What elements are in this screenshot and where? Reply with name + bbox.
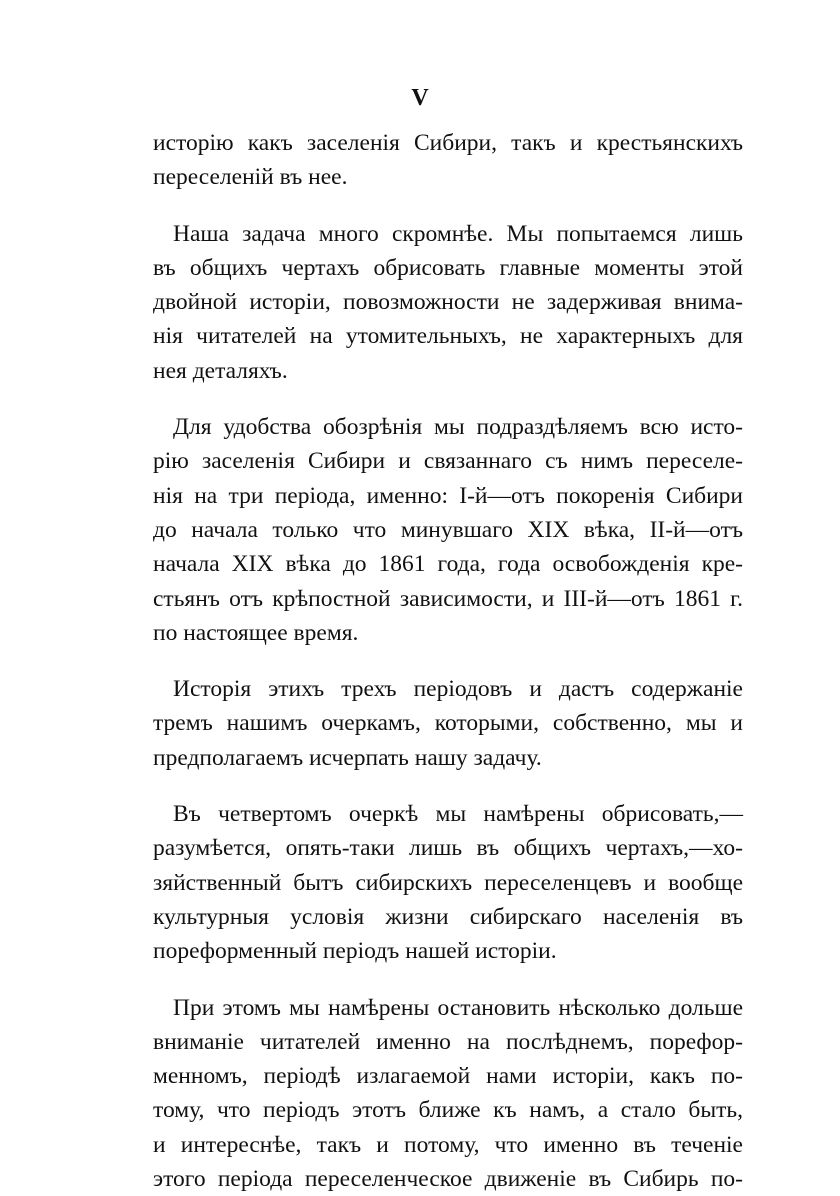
- text-line: зяйственный бытъ сибирскихъ переселенцевъ и вообще: [153, 869, 743, 896]
- text-line: нея деталяхъ.: [153, 357, 288, 384]
- text-line: этого періода переселенческое движеніе въ Сибирь по-: [153, 1166, 743, 1193]
- paragraph: [153, 410, 743, 650]
- text-line: Въ четвертомъ очеркѣ мы намѣрены обрисовать,—: [173, 801, 743, 828]
- paragraph: [153, 672, 743, 775]
- text-line: Наша задача много скромнѣе. Мы попытаемся лишь: [173, 220, 743, 247]
- paragraph: [153, 991, 743, 1196]
- text-line: въ общихъ чертахъ обрисовать главные моменты этой: [153, 254, 743, 281]
- text-line: Исторія этихъ трехъ періодовъ и дастъ содержаніе: [173, 676, 743, 703]
- text-line: вниманіе читателей именно на послѣднемъ, порефор-: [153, 1028, 743, 1055]
- text-line: тому, что періодъ этотъ ближе къ намъ, а стало быть,: [153, 1097, 743, 1124]
- paragraph: [153, 126, 743, 195]
- text-line: нія на три періода, именно: І-й—отъ покоренія Сибири: [153, 482, 743, 509]
- text-line: рію заселенія Сибири и связаннаго съ нимъ переселе-: [153, 448, 743, 475]
- paragraph: [153, 797, 743, 968]
- text-line: по настоящее время.: [153, 619, 359, 646]
- text-line: менномъ, періодѣ излагаемой нами исторіи, какъ по-: [153, 1063, 743, 1090]
- paragraph: [153, 217, 743, 388]
- text-line: разумѣется, опять-таки лишь въ общихъ чертахъ,—хо-: [153, 835, 743, 862]
- text-line: предполагаемъ исчерпать нашу задачу.: [153, 744, 542, 771]
- text-line: до начала только что минувшаго XIX вѣка, II-й—отъ: [153, 516, 743, 543]
- page-number: V: [411, 85, 429, 111]
- text-line: пореформенный періодъ нашей исторіи.: [153, 938, 557, 965]
- text-line: Для удобства обозрѣнія мы подраздѣляемъ всю исто-: [173, 414, 743, 441]
- text-line: исторію какъ заселенія Сибири, такъ и крестьянскихъ: [153, 130, 743, 156]
- text-line: двойной исторіи, повозможности не задерживая внима-: [153, 289, 743, 316]
- text-line: начала XIX вѣка до 1861 года, года освобожденія кре-: [153, 551, 743, 578]
- text-line: и интереснѣе, такъ и потому, что именно въ теченіе: [153, 1131, 743, 1158]
- text-line: нія читателей на утомительныхъ, не характерныхъ для: [153, 323, 743, 350]
- body-text: [153, 126, 743, 1196]
- text-line: переселеній въ нее.: [153, 164, 348, 191]
- text-line: тремъ нашимъ очеркамъ, которыми, собственно, мы и: [153, 710, 743, 737]
- text-line: стьянъ отъ крѣпостной зависимости, и III-й—отъ 1861 г.: [153, 585, 743, 612]
- text-line: культурныя условія жизни сибирскаго населенія въ: [153, 903, 743, 930]
- text-line: При этомъ мы намѣрены остановить нѣсколько дольше: [173, 994, 743, 1021]
